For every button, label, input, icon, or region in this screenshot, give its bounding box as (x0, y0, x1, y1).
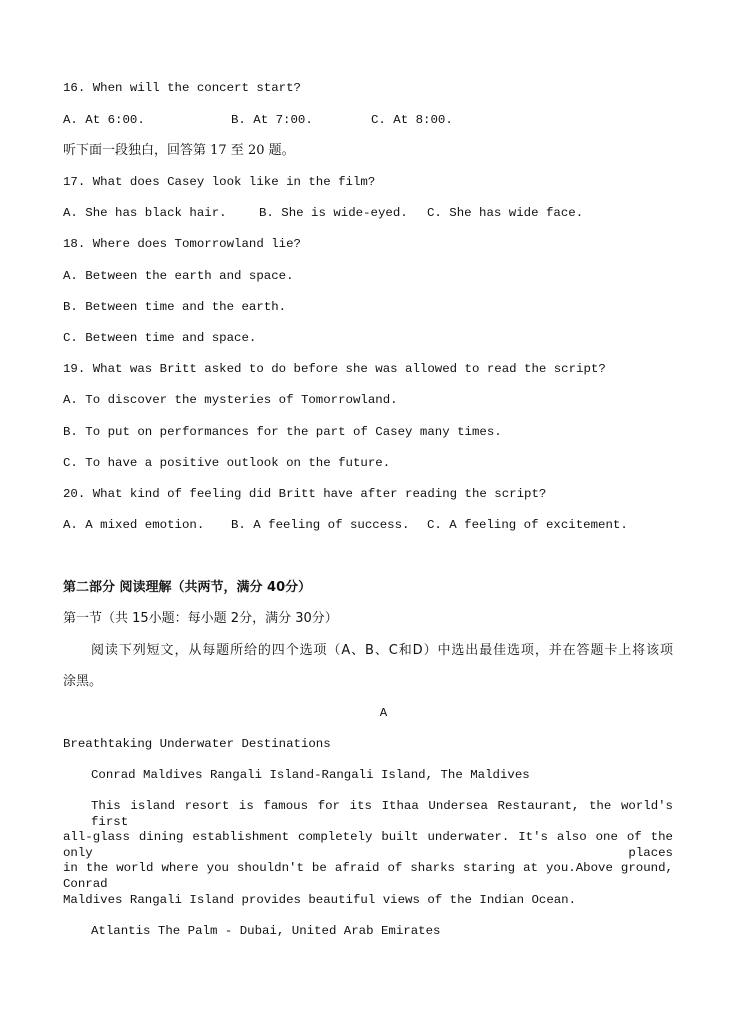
q17-option-a: A. She has black hair. (63, 206, 227, 220)
q20-option-a: A. A mixed emotion. (63, 518, 205, 532)
q16-option-c: C. At 8:00. (371, 113, 453, 127)
item1-heading: Conrad Maldives Rangali Island-Rangali Island, The Maldives (91, 768, 530, 782)
question-19: 19. What was Britt asked to do before she was allowed to read the script? (63, 362, 606, 376)
item1-line-4: Maldives Rangali Island provides beautiful views of the Indian Ocean. (63, 893, 577, 907)
q16-option-a: A. At 6:00. (63, 113, 145, 127)
q19-option-b: B. To put on performances for the part of Casey many times. (63, 425, 502, 439)
q17-option-b: B. She is wide-eyed. (259, 206, 408, 220)
q17-option-c: C. She has wide face. (427, 206, 584, 220)
q18-option-a: A. Between the earth and space. (63, 269, 294, 283)
item2-heading: Atlantis The Palm - Dubai, United Arab Emirates (91, 924, 441, 938)
question-20: 20. What kind of feeling did Britt have after reading the script? (63, 487, 547, 501)
q19-option-c: C. To have a positive outlook on the future. (63, 456, 391, 470)
reading-instruction-line1: 阅读下列短文，从每题所给的四个选项（A、B、C和D）中选出最佳选项，并在答题卡上将该项 (91, 643, 673, 658)
question-16: 16. When will the concert start? (63, 81, 301, 95)
item1-line-3: in the world where you shouldn't be afraid of sharks staring at you.Above ground, Conrad (63, 861, 673, 891)
q16-option-b: B. At 7:00. (231, 113, 313, 127)
item1-line-1: This island resort is famous for its Ithaa Undersea Restaurant, the world's first (91, 799, 673, 829)
item1-line-2: all-glass dining establishment completely built underwater. It's also one of the only places (63, 830, 673, 860)
q19-option-a: A. To discover the mysteries of Tomorrowland. (63, 393, 398, 407)
question-18: 18. Where does Tomorrowland lie? (63, 237, 301, 251)
q18-option-b: B. Between time and the earth. (63, 300, 287, 314)
part-title: 第二部分 阅读理解（共两节，满分 40分） (63, 580, 312, 595)
listening-instruction: 听下面一段独白，回答第 17 至 20 题。 (63, 143, 295, 158)
question-17: 17. What does Casey look like in the film? (63, 175, 376, 189)
reading-instruction-line2: 涂黑。 (63, 674, 103, 689)
q20-option-c: C. A feeling of excitement. (427, 518, 628, 532)
passage-title: Breathtaking Underwater Destinations (63, 737, 331, 751)
passage-label: A (379, 706, 388, 720)
q20-option-b: B. A feeling of success. (231, 518, 410, 532)
section-title: 第一节（共 15小题：每小题 2分，满分 30分） (63, 611, 338, 626)
q18-option-c: C. Between time and space. (63, 331, 257, 345)
